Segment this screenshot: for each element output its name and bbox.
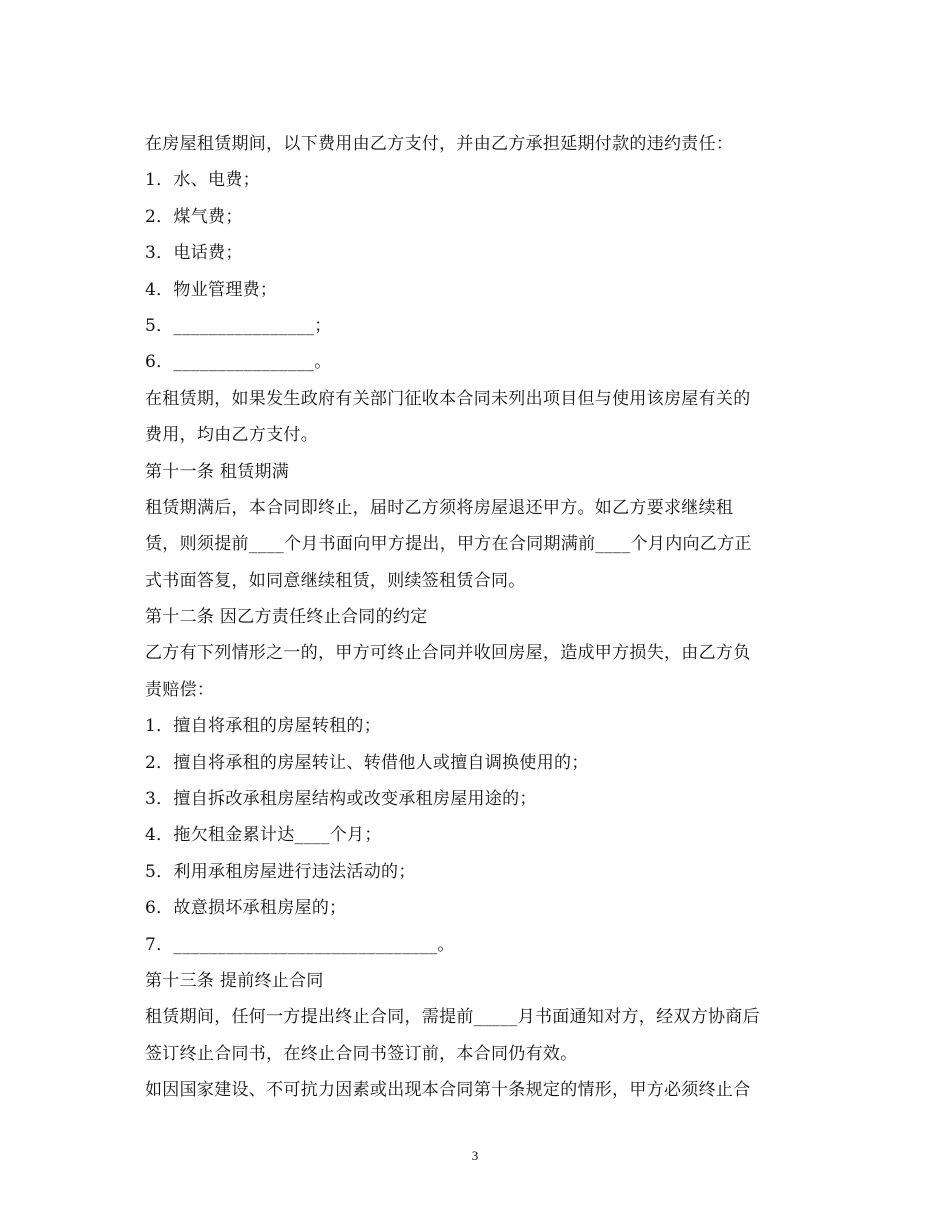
list-item: 4．拖欠租金累计达____个月； xyxy=(145,825,382,846)
paragraph-line: 在租赁期，如果发生政府有关部门征收本合同未列出项目但与使用该房屋有关的 xyxy=(145,388,751,409)
paragraph-line: 费用，均由乙方支付。 xyxy=(145,425,318,446)
paragraph-line: 租赁期间，任何一方提出终止合同，需提前_____月书面通知对方，经双方协商后 xyxy=(145,1007,760,1028)
paragraph-line: 在房屋租赁期间，以下费用由乙方支付，并由乙方承担延期付款的违约责任： xyxy=(145,134,734,154)
paragraph-line: 租赁期满后，本合同即终止，届时乙方须将房屋退还甲方。如乙方要求继续租 xyxy=(145,497,734,518)
list-item: 7．______________________________。 xyxy=(145,934,455,955)
paragraph-line: 如因国家建设、不可抗力因素或出现本合同第十条规定的情形，甲方必须终止合 xyxy=(145,1080,751,1101)
list-item: 1．擅自将承租的房屋转租的； xyxy=(145,716,382,737)
paragraph-line: 签订终止合同书，在终止合同书签订前，本合同仍有效。 xyxy=(145,1043,578,1064)
paragraph-line: 赁，则须提前____个月书面向甲方提出，甲方在合同期满前____个月内向乙方正 xyxy=(145,534,752,555)
list-item: 1．水、电费； xyxy=(145,170,260,191)
list-item: 5．利用承租房屋进行违法活动的； xyxy=(145,861,416,882)
list-item: 2．煤气费； xyxy=(145,206,243,227)
document-body xyxy=(145,126,815,1109)
list-item: 4．物业管理费； xyxy=(145,279,278,300)
section-heading: 第十三条 提前终止合同 xyxy=(145,970,324,991)
list-item: 6．________________。 xyxy=(145,352,332,373)
list-item: 5．________________； xyxy=(145,315,332,336)
paragraph-line: 责赔偿： xyxy=(145,679,215,700)
list-item: 2．擅自将承租的房屋转让、转借他人或擅自调换使用的； xyxy=(145,752,589,773)
paragraph-line: 乙方有下列情形之一的，甲方可终止合同并收回房屋，造成甲方损失，由乙方负 xyxy=(145,643,751,664)
list-item: 3．电话费； xyxy=(145,243,243,264)
list-item: 3．擅自拆改承租房屋结构或改变承租房屋用途的； xyxy=(145,789,537,810)
section-heading: 第十二条 因乙方责任终止合同的约定 xyxy=(145,607,428,628)
page-number: 3 xyxy=(471,1148,479,1163)
paragraph-line: 式书面答复，如同意继续租赁，则续签租赁合同。 xyxy=(145,570,526,591)
section-heading: 第十一条 租赁期满 xyxy=(145,461,290,482)
list-item: 6．故意损坏承租房屋的； xyxy=(145,898,347,919)
